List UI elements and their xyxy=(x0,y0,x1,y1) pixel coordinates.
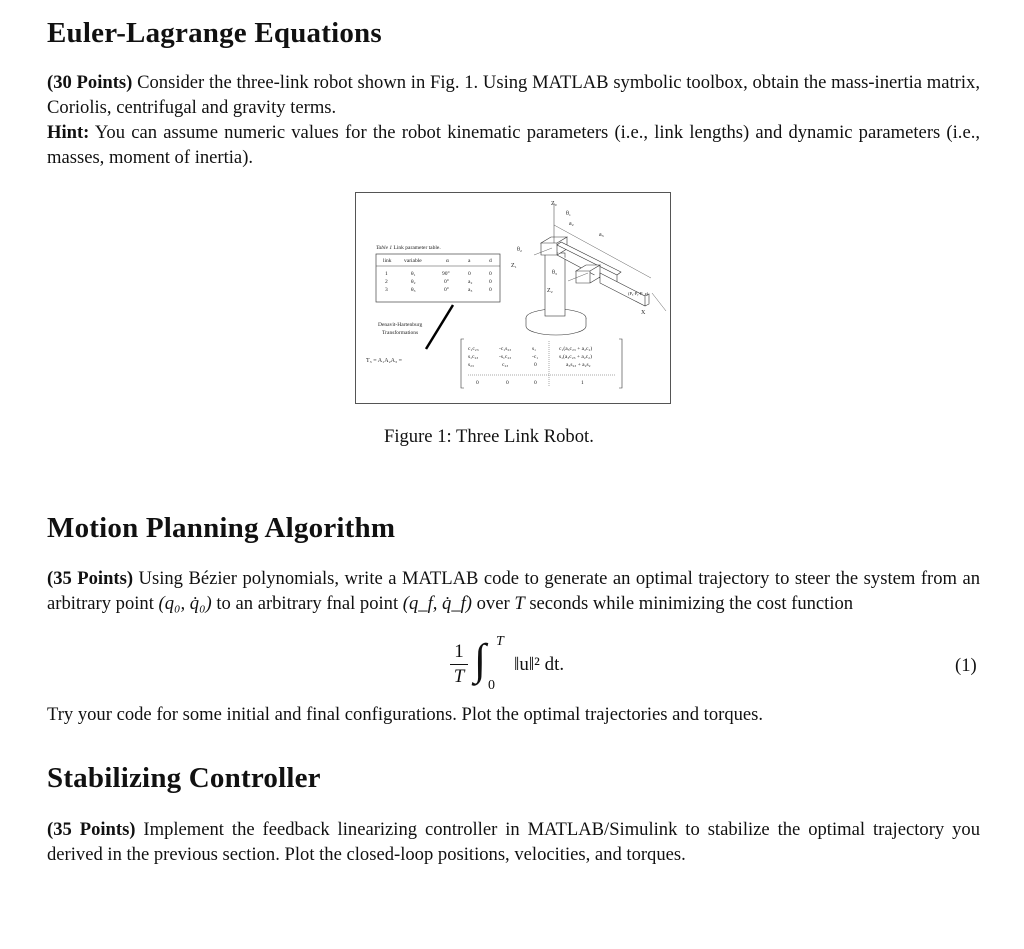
points-label: (35 Points) xyxy=(47,819,136,840)
svg-text:X: X xyxy=(641,310,646,316)
svg-text:a₃: a₃ xyxy=(599,232,604,238)
points-label: (35 Points) xyxy=(47,568,134,589)
svg-text:1: 1 xyxy=(581,380,584,386)
equation-number: (1) xyxy=(955,655,977,676)
hint-text: You can assume numeric values for the robot kinematic parameters (i.e., link lengths) and dynamic parameters (i.e., masses, moment of inertia). xyxy=(47,122,980,168)
svg-text:-s₁c₂₃: -s₁c₂₃ xyxy=(499,354,512,360)
svg-text:Z₁: Z₁ xyxy=(511,263,517,269)
svg-text:0: 0 xyxy=(476,380,479,386)
svg-text:s₁(a₃c₂₃ + a₂c₂): s₁(a₃c₂₃ + a₂c₂) xyxy=(559,354,592,360)
problem-2-text: (35 Points) Using Bézier polynomials, write a MATLAB code to generate an optimal trajectory to steer the system from an arbitrary point (q₀, q̇₀) to an arbitrary fnal point (q_f, q̇_f) over T seconds while minimizing the cost function xyxy=(47,568,980,614)
problem-3-text: (35 Points) Implement the feedback linearizing controller in MATLAB/Simulink to stabilize the optimal trajectory you derived in the previous section. Plot the closed-loop positions, velocities, and torques. xyxy=(47,819,980,865)
transform-lhs: T₃ = A₁A₂A₃ = xyxy=(366,358,402,364)
svg-text:θ₃: θ₃ xyxy=(552,270,557,276)
initial-point-math: (q₀, q̇₀) xyxy=(158,593,212,614)
svg-text:c₁(a₃c₂₃ + a₂c₂): c₁(a₃c₂₃ + a₂c₂) xyxy=(559,346,593,352)
svg-text:-c₁: -c₁ xyxy=(532,354,539,360)
problem-1-text xyxy=(47,70,980,170)
hint-label: Hint: xyxy=(47,122,90,143)
svg-text:0°: 0° xyxy=(444,279,449,285)
svg-text:2: 2 xyxy=(385,279,388,285)
svg-text:θ₃: θ₃ xyxy=(411,287,416,293)
svg-text:0: 0 xyxy=(489,287,492,293)
svg-text:c₂₃: c₂₃ xyxy=(502,362,509,368)
svg-text:d: d xyxy=(489,258,492,264)
svg-text:θ₁: θ₁ xyxy=(566,211,571,217)
svg-text:a₂: a₂ xyxy=(569,221,574,227)
svg-text:0: 0 xyxy=(468,271,471,277)
section-title-stabilizing-controller: Stabilizing Controller xyxy=(47,762,321,794)
svg-text:a₃s₂₃ + a₂s₂: a₃s₂₃ + a₂s₂ xyxy=(566,362,591,368)
svg-text:α: α xyxy=(446,258,449,264)
final-point-math: (q_f, q̇_f) xyxy=(402,593,472,614)
svg-text:0: 0 xyxy=(534,380,537,386)
points-label: (30 Points) xyxy=(47,72,133,93)
figure-three-link-robot xyxy=(355,192,671,404)
link-parameter-table xyxy=(376,245,500,302)
svg-text:0: 0 xyxy=(489,271,492,277)
svg-text:90°: 90° xyxy=(442,271,450,277)
svg-text:0: 0 xyxy=(506,380,509,386)
svg-text:c₁c₂₃: c₁c₂₃ xyxy=(468,346,479,352)
dh-matrix xyxy=(461,339,622,388)
svg-text:s₁c₂₃: s₁c₂₃ xyxy=(468,354,479,360)
svg-text:θ₁: θ₁ xyxy=(411,271,416,277)
svg-text:s₂₃: s₂₃ xyxy=(468,362,474,368)
svg-text:3: 3 xyxy=(385,287,388,293)
svg-text:a: a xyxy=(468,258,471,264)
svg-text:(Pₓ·Pᵧ·P_z): (Pₓ·Pᵧ·P_z) xyxy=(628,291,649,296)
svg-text:1: 1 xyxy=(385,271,388,277)
integral-sign: ∫ xyxy=(474,635,487,684)
svg-text:-c₁s₂₃: -c₁s₂₃ xyxy=(499,346,512,352)
svg-text:link: link xyxy=(383,258,392,264)
svg-text:0: 0 xyxy=(489,279,492,285)
svg-text:variable: variable xyxy=(404,258,422,264)
svg-text:0: 0 xyxy=(534,362,537,368)
problem-2-followup: Try your code for some initial and final configurations. Plot the optimal trajectories and torques. xyxy=(47,704,764,725)
svg-text:Z₀: Z₀ xyxy=(551,201,557,207)
svg-text:s₁: s₁ xyxy=(532,346,537,352)
svg-text:Z₂: Z₂ xyxy=(547,288,553,294)
svg-text:θ₂: θ₂ xyxy=(517,247,522,253)
svg-text:Transformations: Transformations xyxy=(382,330,419,336)
svg-text:0°: 0° xyxy=(444,287,449,293)
dh-label: Denavit-Hartenburg xyxy=(378,322,423,328)
problem-1-body: Consider the three-link robot shown in Fig. 1. Using MATLAB symbolic toolbox, obtain the mass-inertia matrix, Coriolis, centrifugal and gravity terms. xyxy=(47,72,980,118)
section-title-euler-lagrange: Euler-Lagrange Equations xyxy=(47,17,382,49)
svg-text:Table 1 Link parameter table.: Table 1 Link parameter table. xyxy=(376,245,441,251)
svg-text:θ₂: θ₂ xyxy=(411,279,416,285)
section-title-motion-planning: Motion Planning Algorithm xyxy=(47,512,396,544)
figure-caption: Figure 1: Three Link Robot. xyxy=(384,426,594,447)
svg-text:a₃: a₃ xyxy=(468,287,473,293)
svg-text:a₂: a₂ xyxy=(468,279,473,285)
